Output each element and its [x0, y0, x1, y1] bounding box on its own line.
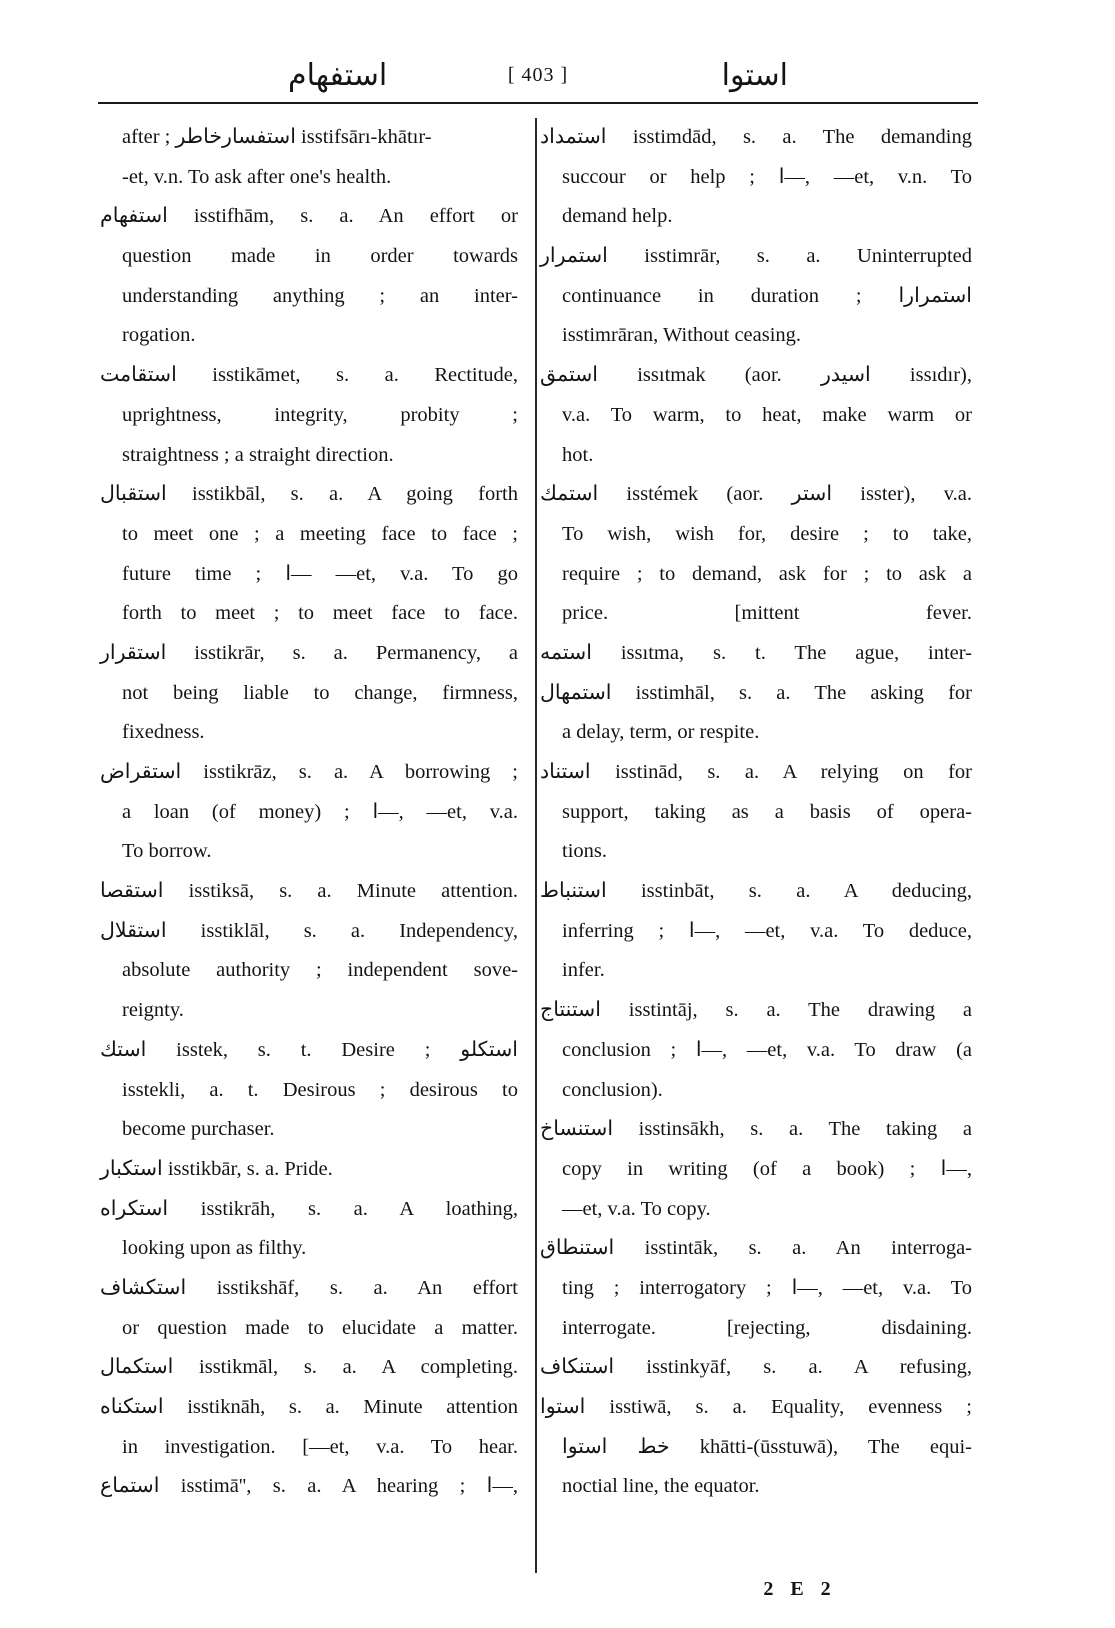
entry-line: To wish, wish for, desire ; to take, — [562, 522, 972, 545]
entry-headline: استناد isstinād, s. a. A relying on for — [540, 761, 972, 783]
entry-line: isstekli, a. t. Desirous ; desirous to — [122, 1078, 518, 1101]
entry-line: price. [mittent fever. — [562, 602, 972, 625]
entry-line: become purchaser. — [122, 1118, 275, 1141]
left-column — [100, 118, 518, 1507]
entry-line: a loan (of money) ; ا—, —et, v.a. — [122, 800, 518, 823]
entry-headline: استوا isstiwā, s. a. Equality, evenness ; — [540, 1396, 972, 1418]
header-left-word: استفهام — [288, 58, 388, 93]
header-right-word: استوا — [721, 58, 788, 93]
entry-line: reignty. — [122, 999, 184, 1022]
entry-line: uprightness, integrity, probity ; — [122, 403, 518, 426]
entry-line: ting ; interrogatory ; ا—, —et, v.a. To — [562, 1276, 972, 1299]
entry-headline: استمهال isstimhāl, s. a. The asking for — [540, 681, 972, 704]
entry-line: support, taking as a basis of opera- — [562, 800, 972, 823]
entry-line: require ; to demand, ask for ; to ask a — [562, 562, 972, 585]
entry-line: rogation. — [122, 324, 196, 347]
entry-headline: استكشاف isstikshāf, s. a. An effort — [100, 1276, 518, 1299]
entry-line: copy in writing (of a book) ; ا—, — [562, 1157, 972, 1180]
entry-headline: استنطاق isstintāk, s. a. An interroga- — [540, 1237, 972, 1260]
entry-line: conclusion ; ا—, —et, v.a. To draw (a — [562, 1038, 972, 1061]
entry-line: after ; استفسارخاطر isstifsārı-khātır- — [122, 126, 432, 148]
entry-line: not being liable to change, firmness, — [122, 681, 518, 704]
entry-headline: استكبار isstikbār, s. a. Pride. — [100, 1157, 333, 1180]
entry-line: hot. — [562, 443, 594, 466]
entry-headline: استكمال isstikmāl, s. a. A completing. — [100, 1356, 518, 1379]
entry-line: succour or help ; ا—, —et, v.n. To — [562, 165, 972, 188]
entry-headline: استقامت isstikāmet, s. a. Rectitude, — [100, 364, 518, 387]
signature-mark: 2 E 2 — [763, 1578, 837, 1600]
header-rule — [98, 102, 978, 104]
entry-headline: استنتاج isstintāj, s. a. The drawing a — [540, 999, 972, 1022]
entry-headline: استنكاف isstinkyāf, s. a. A refusing, — [540, 1356, 972, 1379]
entry-headline: استمرار isstimrār, s. a. Uninterrupted — [540, 245, 972, 268]
entry-line: To borrow. — [122, 840, 212, 863]
entry-line: or question made to elucidate a matter. — [122, 1316, 518, 1339]
entry-line: fixedness. — [122, 721, 205, 744]
entry-headline: استقراض isstikrāz, s. a. A borrowing ; — [100, 761, 518, 783]
entry-line: v.a. To warm, to heat, make warm or — [562, 403, 972, 426]
entry-headline: استنساخ isstinsākh, s. a. The taking a — [540, 1118, 972, 1141]
entry-line: a delay, term, or respite. — [562, 721, 760, 744]
entry-headline: استنباط isstinbāt, s. a. A deducing, — [540, 880, 972, 903]
entry-line: conclusion). — [562, 1078, 663, 1101]
entry-headline: استقرار isstikrār, s. a. Permanency, a — [100, 641, 518, 664]
entry-line: infer. — [562, 959, 605, 982]
column-divider — [535, 118, 537, 1573]
entry-line: inferring ; ا—, —et, v.a. To deduce, — [562, 919, 972, 942]
entry-line: خط استوا khātti-(ūsstuwā), The equi- — [562, 1435, 973, 1458]
entry-line: interrogate. [rejecting, disdaining. — [562, 1316, 972, 1339]
entry-line: to meet one ; a meeting face to face ; — [122, 522, 518, 545]
entry-headline: استقصا isstiksā, s. a. Minute attention. — [100, 880, 518, 903]
entry-line: forth to meet ; to meet face to face. — [122, 602, 518, 625]
entry-line: understanding anything ; an inter- — [122, 284, 518, 307]
entry-line: demand help. — [562, 205, 673, 228]
entry-line: in investigation. [—et, v.a. To hear. — [122, 1435, 518, 1458]
entry-line: isstimrāran, Without ceasing. — [562, 324, 802, 347]
page-number: [ 403 ] — [507, 64, 569, 86]
entry-line: —et, v.a. To copy. — [562, 1197, 711, 1220]
entry-line: tions. — [562, 840, 607, 863]
entry-headline: استفهام isstifhām, s. a. An effort or — [100, 205, 518, 228]
entry-line: question made in order towards — [122, 245, 518, 268]
entry-headline: استماع isstimā'', s. a. A hearing ; ا—, — [100, 1475, 518, 1498]
entry-line: looking upon as filthy. — [122, 1237, 307, 1260]
entry-line: straightness ; a straight direction. — [122, 443, 394, 466]
page-header — [98, 50, 978, 104]
entry-headline: استكناه isstiknāh, s. a. Minute attention — [100, 1396, 518, 1418]
entry-headline: استقبال isstikbāl, s. a. A going forth — [100, 483, 518, 506]
entry-line: noctial line, the equator. — [562, 1475, 760, 1498]
entry-headline: استمداد isstimdād, s. a. The demanding — [540, 126, 972, 148]
entry-headline: استمك isstémek (aor. استر isster), v.a. — [540, 483, 972, 506]
entry-line: -et, v.n. To ask after one's health. — [122, 165, 392, 188]
entry-line: future time ; ا— —et, v.a. To go — [122, 562, 518, 585]
entry-line: absolute authority ; independent sove- — [122, 959, 518, 982]
entry-headline: استمه issıtma, s. t. The ague, inter- — [540, 641, 972, 664]
right-column — [540, 118, 973, 1507]
entry-headline: استقلال isstiklāl, s. a. Independency, — [100, 919, 518, 942]
entry-headline: استمق issıtmak (aor. اسيدر issıdır), — [540, 364, 972, 387]
entry-line: continuance in duration ; استمرارا — [562, 284, 972, 307]
entry-headline: استك isstek, s. t. Desire ; استكلو — [100, 1038, 518, 1061]
entry-headline: استكراه isstikrāh, s. a. A loathing, — [100, 1197, 518, 1220]
